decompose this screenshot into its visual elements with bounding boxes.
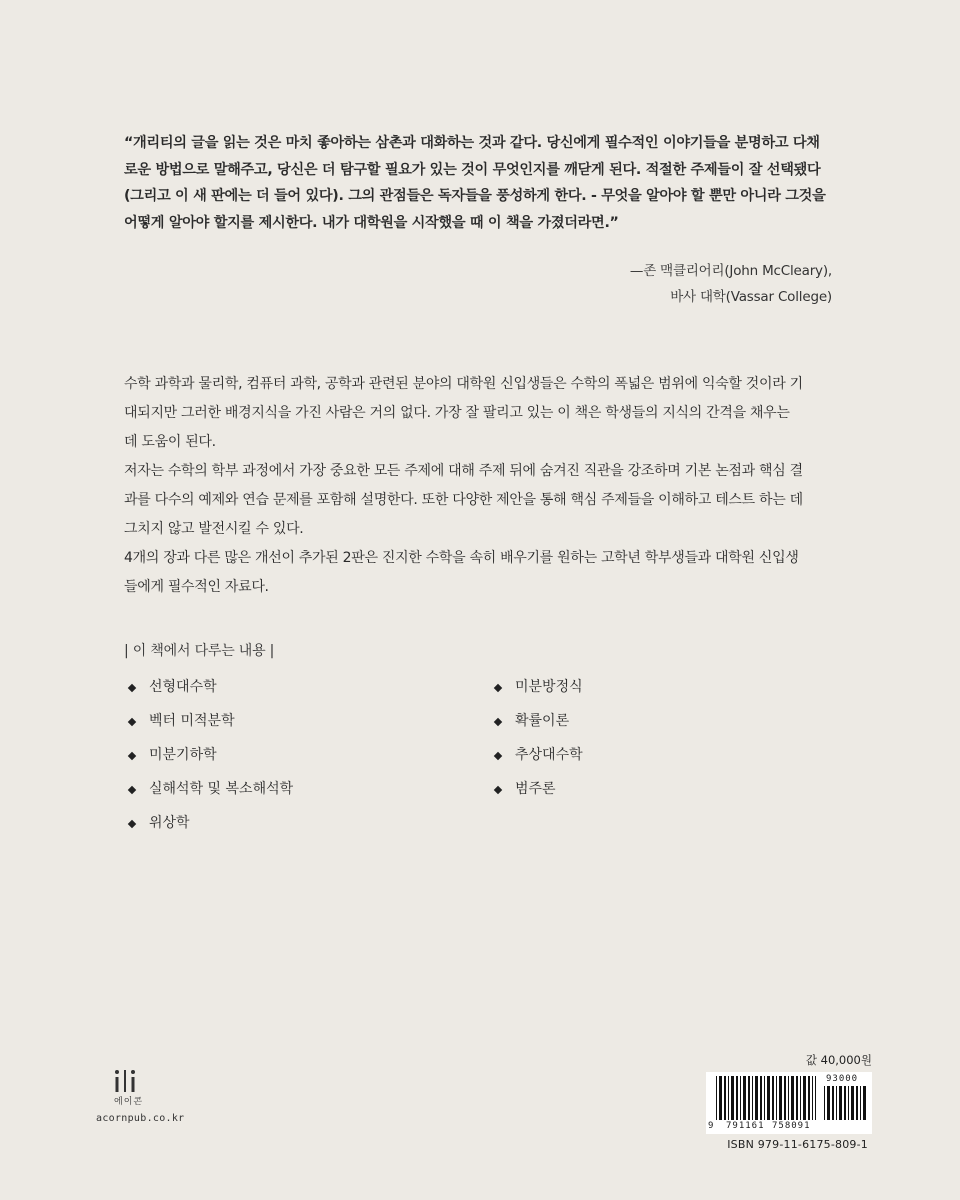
barcode-bar bbox=[728, 1076, 729, 1120]
quote-line: (그리고 이 새 판에는 더 들어 있다). 그의 관점들은 독자들을 풍성하게 한다. - 무엇을 알아야 할 뿐만 아니라 그것을 bbox=[124, 188, 826, 204]
toc-item-label: 선형대수학 bbox=[149, 679, 217, 695]
barcode-bar bbox=[772, 1076, 774, 1120]
barcode-bar bbox=[827, 1086, 830, 1120]
quote-line: 로운 방법으로 말해주고, 당신은 더 탐구할 필요가 있는 것이 무엇인지를 깨닫게 된다. 적절한 주제들이 잘 선택됐다 bbox=[124, 161, 821, 178]
barcode-bar bbox=[731, 1076, 734, 1120]
barcode-bar bbox=[784, 1076, 786, 1120]
publisher-name: 에이콘 bbox=[114, 1097, 144, 1107]
barcode-bar bbox=[791, 1076, 794, 1120]
barcode-bar bbox=[788, 1076, 789, 1120]
description-line: 들에게 필수적인 자료다. bbox=[124, 579, 269, 595]
barcode-bar bbox=[716, 1076, 717, 1120]
barcode-bar bbox=[815, 1076, 816, 1120]
quote-affiliation: 바사 대학(Vassar College) bbox=[670, 289, 832, 305]
toc-item-label: 벡터 미적분학 bbox=[149, 713, 235, 729]
barcode-digits-right: 758091 bbox=[772, 1121, 811, 1131]
barcode-bar bbox=[724, 1076, 726, 1120]
barcode-bar bbox=[803, 1076, 806, 1120]
barcode-bar bbox=[839, 1086, 842, 1120]
publisher-logo bbox=[96, 1068, 216, 1124]
toc-item bbox=[490, 676, 583, 710]
toc-item bbox=[124, 778, 293, 812]
barcode-bar bbox=[808, 1076, 810, 1120]
toc-item-label: 실해석학 및 복소해석학 bbox=[149, 781, 294, 797]
barcode-bar bbox=[779, 1076, 782, 1120]
barcode-bar bbox=[824, 1086, 825, 1120]
barcode-bar bbox=[748, 1076, 750, 1120]
barcode-bar bbox=[851, 1086, 854, 1120]
description-line: 그치지 않고 발전시킬 수 있다. bbox=[124, 521, 304, 537]
toc-item bbox=[490, 778, 583, 812]
barcode-bar bbox=[860, 1086, 861, 1120]
barcode-digit-left: 9 bbox=[708, 1121, 715, 1131]
toc-item bbox=[124, 676, 293, 710]
toc-item bbox=[490, 744, 583, 778]
barcode-bar bbox=[719, 1076, 722, 1120]
bullet-diamond-icon bbox=[494, 718, 502, 726]
isbn-barcode bbox=[706, 1072, 872, 1134]
price-label: 값 40,000원 bbox=[805, 1053, 872, 1067]
barcode-bar bbox=[764, 1076, 765, 1120]
barcode-bar bbox=[796, 1076, 798, 1120]
bullet-diamond-icon bbox=[494, 684, 502, 692]
publisher-url: acornpub.co.kr bbox=[96, 1113, 185, 1124]
toc-item-label: 미분기하학 bbox=[149, 747, 217, 763]
barcode-bar bbox=[844, 1086, 846, 1120]
toc-item-label: 위상학 bbox=[149, 815, 190, 831]
bullet-diamond-icon bbox=[128, 684, 136, 692]
isbn-number: ISBN 979-11-6175-809-1 bbox=[727, 1138, 868, 1151]
toc-item-label: 미분방정식 bbox=[515, 679, 583, 695]
barcode-bar bbox=[856, 1086, 858, 1120]
barcode-bar bbox=[836, 1086, 837, 1120]
toc-item-label: 추상대수학 bbox=[515, 747, 583, 763]
toc-list-right bbox=[490, 676, 583, 812]
barcode-bar bbox=[743, 1076, 746, 1120]
description-line: 저자는 수학의 학부 과정에서 가장 중요한 모든 주제에 대해 주제 뒤에 숨겨진 직관을 강조하며 기본 논점과 핵심 결 bbox=[124, 463, 803, 479]
toc-item-label: 범주론 bbox=[515, 781, 556, 797]
barcode-bar bbox=[848, 1086, 849, 1120]
acorn-logo-icon bbox=[114, 1068, 154, 1094]
description-line: 4개의 장과 다른 많은 개선이 추가된 2판은 진지한 수학을 속히 배우기를 원하는 고학년 학부생들과 대학원 신입생 bbox=[124, 550, 799, 566]
endorsement-quote bbox=[124, 130, 836, 236]
barcode-bar bbox=[832, 1086, 834, 1120]
toc-item bbox=[124, 710, 293, 744]
description-line: 대되지만 그러한 배경지식을 가진 사람은 거의 없다. 가장 잘 팔리고 있는 이 책은 학생들의 지식의 간격을 채우는 bbox=[124, 405, 790, 421]
barcode-bar bbox=[800, 1076, 801, 1120]
toc-item bbox=[124, 812, 293, 846]
barcode-bar bbox=[863, 1086, 866, 1120]
barcode-bar bbox=[776, 1076, 777, 1120]
toc-item-label: 확률이론 bbox=[515, 713, 570, 729]
bullet-diamond-icon bbox=[128, 752, 136, 760]
barcode-bar bbox=[760, 1076, 762, 1120]
description-line: 과를 다수의 예제와 연습 문제를 포함해 설명한다. 또한 다양한 제안을 통해 핵심 주제들을 이해하고 테스트 하는 데 bbox=[124, 492, 803, 508]
barcode-digits-middle: 791161 bbox=[726, 1121, 765, 1131]
toc-item bbox=[124, 744, 293, 778]
bullet-diamond-icon bbox=[494, 752, 502, 760]
quote-line: “개리티의 글을 읽는 것은 마치 좋아하는 삼촌과 대화하는 것과 같다. 당신에게 필수적인 이야기들을 분명하고 다채 bbox=[124, 135, 820, 151]
barcode-bar bbox=[767, 1076, 770, 1120]
description-line: 수학 과학과 물리학, 컴퓨터 과학, 공학과 관련된 분야의 대학원 신입생들은 수학의 폭넓은 범위에 익숙할 것이라 기 bbox=[124, 376, 803, 392]
barcode-bar bbox=[740, 1076, 741, 1120]
book-description bbox=[124, 370, 836, 602]
bullet-diamond-icon bbox=[128, 786, 136, 794]
quote-attribution bbox=[630, 258, 832, 310]
quote-author: —존 맥클리어리(John McCleary), bbox=[629, 263, 832, 279]
toc-list-left bbox=[124, 676, 293, 846]
barcode-addon-digits: 93000 bbox=[826, 1074, 859, 1084]
toc-item bbox=[490, 710, 583, 744]
quote-line: 어떻게 알아야 할지를 제시한다. 내가 대학원을 시작했을 때 이 책을 가졌더라면.” bbox=[124, 214, 619, 231]
toc-title: | 이 책에서 다루는 내용 | bbox=[124, 643, 275, 659]
bullet-diamond-icon bbox=[494, 786, 502, 794]
description-line: 데 도움이 된다. bbox=[124, 434, 216, 450]
barcode-bar bbox=[755, 1076, 758, 1120]
barcode-bar bbox=[752, 1076, 753, 1120]
bullet-diamond-icon bbox=[128, 820, 136, 828]
barcode-bar bbox=[812, 1076, 813, 1120]
barcode-bar bbox=[736, 1076, 738, 1120]
bullet-diamond-icon bbox=[128, 718, 136, 726]
